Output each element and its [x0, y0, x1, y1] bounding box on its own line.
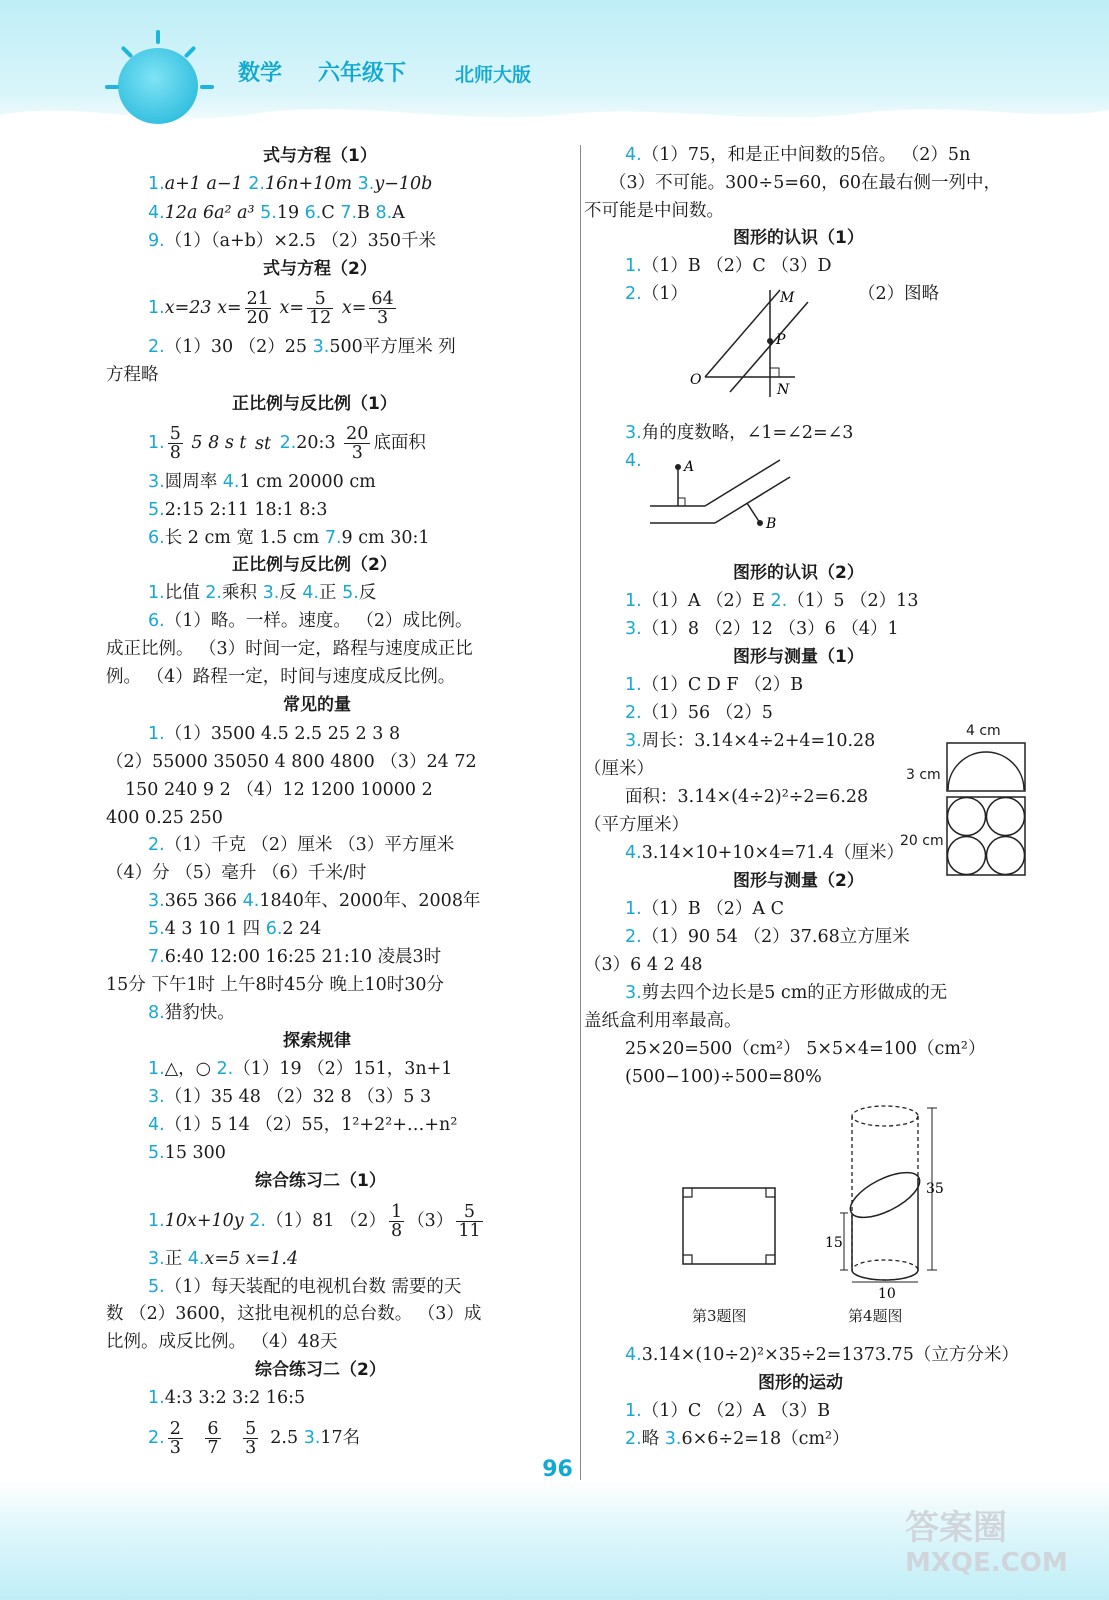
answer-line: 1.x=23 x= $\frac{21}{20}$ x= $\frac{5}{12}$ x= $\frac{64}{3}$: [148, 289, 394, 328]
answer-line: 2.（1）千克 （2）厘米 （3）平方厘米: [148, 835, 455, 855]
label-b: B: [766, 516, 777, 532]
answer-line: 3.剪去四个边长是5 cm的正方形做成的无: [625, 983, 948, 1003]
answer-line: 2.（1）56 （2）5: [625, 703, 773, 723]
right-angle-mark: [678, 498, 685, 506]
answer-line: （4）分 （5）毫升 （6）千米/时: [106, 863, 367, 883]
answer-line: (500−100)÷500=80%: [625, 1067, 822, 1087]
label-n: N: [777, 382, 790, 398]
width-label: 4 cm: [966, 723, 1001, 739]
height-label: 3 cm: [906, 767, 941, 783]
answer-line: （厘米）: [584, 759, 654, 779]
circle: [987, 798, 1025, 836]
answer-line: 3.角的度数略，∠1=∠2=∠3: [625, 423, 854, 443]
measure-figure: [944, 740, 1030, 878]
label-a: A: [684, 459, 695, 475]
answer-line: 1.（1）B （2）A C: [625, 899, 784, 919]
answer-line: 1.（1）C （2）A （3）B: [625, 1401, 831, 1421]
answer-line: （2）55000 35050 4 800 4800 （3）24 72: [106, 752, 477, 772]
answer-line: 1.4:3 3:2 3:2 16:5: [148, 1388, 306, 1408]
answer-line: 4.3.14×(10÷2)²×35÷2=1373.75（立方分米）: [625, 1345, 1019, 1365]
answer-line: 3.365 366 4.1840年、2000年、2008年: [148, 891, 481, 911]
section-heading: 综合练习二（2）: [255, 1360, 386, 1380]
section-heading: 正比例与反比例（1）: [232, 394, 397, 414]
answer-line: 成正比例。 （3）时间一定，路程与速度成正比: [106, 639, 473, 659]
point-b: [757, 520, 763, 526]
section-heading: 常见的量: [283, 695, 351, 715]
answer-line: 4.（1）75，和是正中间数的5倍。 （2）5n: [625, 145, 971, 165]
answer-line: 2.（1）90 54 （2）37.68立方厘米: [625, 927, 910, 947]
answer-line: 例。 （4）路程一定，时间与速度成反比例。: [106, 667, 456, 687]
label-35: 35: [926, 1181, 944, 1197]
answer-line: （2）图略: [858, 284, 940, 304]
sheet-rect: [683, 1188, 775, 1264]
section-heading: 综合练习二（1）: [255, 1171, 386, 1191]
header-banner: [0, 0, 1109, 135]
answer-line: 9.（1）（a+b）×2.5 （2）350千米: [148, 231, 436, 251]
answer-line: 5.15 300: [148, 1143, 226, 1163]
sun-ray: [121, 46, 134, 59]
rectangle: [947, 743, 1025, 791]
section-heading: 图形与测量（2）: [733, 871, 864, 891]
answer-line: 方程略: [106, 365, 159, 385]
answer-line: 1.比值 2.乘积 3.反 4.正 5.反: [148, 583, 377, 603]
sun-ray: [156, 30, 160, 44]
label-15: 15: [825, 1235, 843, 1251]
sun-ray: [200, 85, 214, 89]
edition-title: 北师大版: [455, 64, 532, 86]
answer-line: 4.: [625, 451, 642, 471]
answer-line: 1.（1）3500 4.5 2.5 25 2 3 8: [148, 724, 401, 744]
answer-line: 比例。成反比例。 （4）48天: [106, 1332, 338, 1352]
answer-line: 不可能是中间数。: [584, 201, 724, 221]
answer-line: 6.长 2 cm 宽 1.5 cm 7.9 cm 30:1: [148, 528, 430, 548]
box-net-figure: [680, 1185, 780, 1270]
figure-caption: 第3题图: [692, 1307, 747, 1325]
slanted-cut: [844, 1163, 926, 1226]
answer-line: （3）6 4 2 48: [584, 955, 703, 975]
answer-line: 25×20=500（cm²） 5×5×4=100（cm²）: [625, 1039, 986, 1059]
label-10: 10: [878, 1286, 896, 1302]
corner-square: [766, 1188, 775, 1197]
river-figure: [640, 455, 810, 555]
parallel-line: [730, 302, 808, 392]
sun-ray: [105, 85, 119, 89]
semicircle: [948, 752, 1024, 790]
answer-line: 3.（1）35 48 （2）32 8 （3）5 3: [148, 1087, 432, 1107]
bank-line: [715, 477, 790, 523]
section-heading: 图形的运动: [758, 1373, 843, 1393]
label-p: P: [776, 332, 786, 348]
circle: [948, 798, 986, 836]
label-m: M: [780, 290, 795, 306]
corner-square: [766, 1255, 775, 1264]
answer-line: 面积：3.14×(4÷2)²÷2=6.28: [625, 787, 869, 807]
section-heading: 图形与测量（1）: [733, 647, 864, 667]
corner-square: [683, 1255, 692, 1264]
answer-line: 4.3.14×10+10×4=71.4（厘米）: [625, 843, 904, 863]
answer-line: 400 0.25 250: [106, 808, 223, 828]
answer-line: 4.12a 6a² a³ 5.19 6.C 7.B 8.A: [148, 203, 405, 223]
point-a: [675, 464, 681, 470]
section-heading: 式与方程（1）: [263, 146, 377, 166]
cylinder-top: [852, 1106, 918, 1126]
answer-line: 150 240 9 2 （4）12 1200 10000 2: [125, 780, 433, 800]
answer-line: 8.猎豹快。: [148, 1003, 235, 1023]
perpendicular-figure: [680, 282, 820, 412]
answer-line: 3.正 4.x=5 x=1.4: [148, 1249, 299, 1269]
answer-line: （3）不可能。300÷5=60，60在最右侧一列中，: [609, 173, 1002, 193]
answer-line: 2. $\frac{2}{3}$ $\frac{6}{7}$ $\frac{5}{3}$ 2.5 3.17名: [148, 1419, 361, 1458]
section-heading: 图形的认识（1）: [733, 228, 864, 248]
answer-line: 1.a+1 a−1 2.16n+10m 3.y−10b: [148, 174, 433, 194]
answer-line: 5.2:15 2:11 18:1 8:3: [148, 500, 328, 520]
circle: [948, 837, 986, 875]
answer-line: 3.圆周率 4.1 cm 20000 cm: [148, 472, 376, 492]
sun-ray: [184, 46, 197, 59]
section-heading: 式与方程（2）: [263, 259, 377, 279]
square: [947, 797, 1025, 875]
side-label: 20 cm: [900, 833, 944, 849]
answer-line: 5.4 3 10 1 四 6.2 24: [148, 919, 322, 939]
answer-line: 3.（1）8 （2）12 （3）6 （4）1: [625, 619, 899, 639]
answer-line: 2.（1）30 （2）25 3.500平方厘米 列: [148, 337, 456, 357]
bank-line: [705, 460, 780, 506]
perpendicular-b: [747, 503, 760, 523]
answer-line: 2.（1）: [625, 284, 688, 304]
section-heading: 正比例与反比例（2）: [232, 555, 397, 575]
label-o: O: [690, 372, 702, 388]
answer-line: 6.（1）略。一样。速度。 （2）成比例。: [148, 611, 473, 631]
section-heading: 图形的认识（2）: [733, 563, 864, 583]
cylinder-bottom-front: [852, 1270, 918, 1280]
subject-title: 数学: [238, 61, 283, 86]
point-p: [767, 338, 773, 344]
answer-line: 1. $\frac{5}{8}$ 5 8 s t st 2.20:3 $\frac{20}{3}$ 底面积: [148, 424, 426, 463]
right-angle-mark: [770, 368, 779, 377]
answer-line: 1.（1）C D F （2）B: [625, 675, 804, 695]
answer-line: 3.周长：3.14×4÷2+4=10.28: [625, 731, 876, 751]
column-divider: [580, 145, 581, 1480]
grade-title: 六年级下: [318, 61, 407, 86]
line-om: [705, 290, 780, 377]
sun-icon: [118, 48, 198, 124]
section-heading: 探索规律: [283, 1031, 351, 1051]
answer-line: 1.10x+10y 2.（1）81 （2） $\frac{1}{8}$ （3） $\frac{5}{11}$: [148, 1202, 481, 1241]
circle: [987, 837, 1025, 875]
answer-line: 2.略 3.6×6÷2=18（cm²）: [625, 1429, 850, 1449]
answer-line: 1.（1）A （2）E 2.（1）5 （2）13: [625, 591, 919, 611]
answer-line: 数 （2）3600，这批电视机的总台数。 （3）成: [106, 1304, 482, 1324]
answer-line: 7.6:40 12:00 16:25 21:10 凌晨3时: [148, 947, 442, 967]
answer-line: 15分 下午1时 上午8时45分 晚上10时30分: [106, 975, 445, 995]
watermark-url: MXQE.COM: [905, 1548, 1068, 1578]
corner-square: [683, 1188, 692, 1197]
page-number: 96: [542, 1457, 573, 1482]
figure-caption: 第4题图: [848, 1307, 903, 1325]
answer-line: 1.（1）B （2）C （3）D: [625, 256, 832, 276]
watermark-logo: 答案圈: [905, 1508, 1007, 1548]
answer-line: 1.△，○ 2.（1）19 （2）151，3n+1: [148, 1059, 453, 1079]
answer-line: （平方厘米）: [584, 815, 689, 835]
answer-line: 4.（1）5 14 （2）55，1²+2²+…+n²: [148, 1115, 458, 1135]
answer-line: 盖纸盒利用率最高。: [584, 1011, 742, 1031]
cylinder-figure: [820, 1100, 950, 1310]
answer-line: 5.（1）每天装配的电视机台数 需要的天: [148, 1277, 462, 1297]
